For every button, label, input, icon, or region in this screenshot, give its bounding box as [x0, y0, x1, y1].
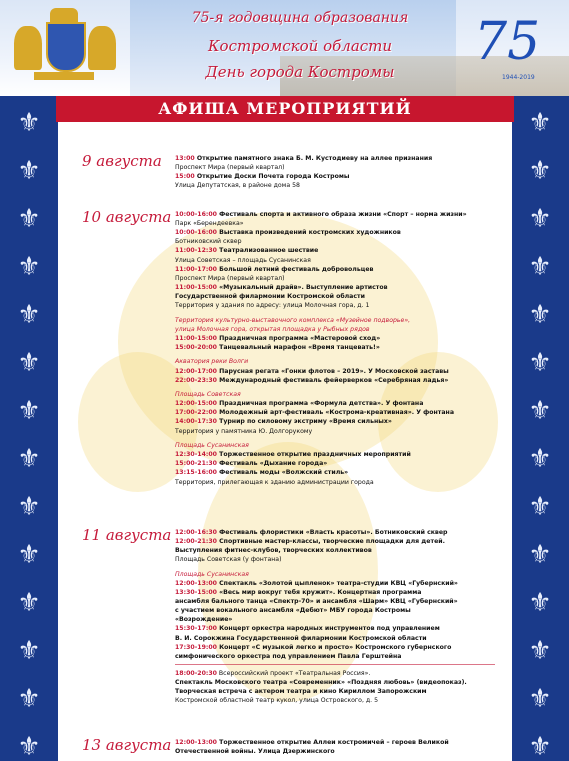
event-time: 10:00-16:00 [175, 211, 217, 218]
event-text: Площадь Сусанинская [175, 570, 249, 578]
fleur-ornament-icon: ⚜ [17, 348, 41, 378]
fleur-ornament-icon: ⚜ [528, 732, 552, 761]
event-text: Торжественное открытие Аллеи костромичей – героев Великой [216, 739, 449, 746]
event-time: 12:00-16:30 [175, 529, 217, 536]
event-line [175, 229, 401, 237]
event-time: 22:00-23:30 [175, 376, 217, 384]
fleur-ornament-icon: ⚜ [528, 348, 552, 378]
event-text: Государственной филармонии Костромской области [175, 292, 365, 300]
event-text: Большой летний фестиваль добровольцев [216, 265, 374, 273]
event-location-heading [175, 358, 248, 366]
event-line [175, 748, 335, 756]
header-line-1: 75-я годовщина образования [191, 10, 409, 26]
header-banner [0, 0, 569, 96]
fleur-ornament-icon: ⚜ [528, 540, 552, 570]
event-date: 10 августа [82, 208, 172, 226]
event-text: Творческая встреча с актером театра и кино Кириллом Запорожским [175, 688, 427, 696]
event-line [175, 302, 369, 310]
crest-base [34, 72, 94, 80]
crown-icon [50, 8, 78, 22]
event-line [175, 164, 285, 172]
fleur-ornament-icon: ⚜ [528, 684, 552, 714]
event-line [175, 529, 447, 537]
kostroma-coat-of-arms-icon [6, 4, 122, 92]
event-location-heading [175, 326, 370, 334]
shield-icon [46, 22, 86, 72]
fleur-ornament-icon: ⚜ [17, 252, 41, 282]
event-time: 14:00-17:30 [175, 418, 217, 426]
event-line [175, 589, 421, 597]
event-line [175, 616, 232, 624]
event-line [175, 469, 348, 477]
event-time: 15:00-21:30 [175, 460, 217, 468]
fleur-ornament-icon: ⚜ [17, 492, 41, 522]
event-text: Праздничная программа «Формула детства». У фонтана [216, 400, 424, 408]
event-line [175, 220, 244, 228]
event-time: 12:00-21:30 [175, 538, 217, 546]
event-time: 13:15-16:00 [175, 469, 217, 477]
event-text: улица Молочная гора, открытая площадка у Рыбных рядов [175, 325, 370, 333]
event-line [175, 293, 365, 301]
event-location-heading [175, 571, 249, 579]
event-text: Фестиваль флористики «Власть красоты». Ботниковский сквер [216, 529, 448, 536]
event-time: 15:30-17:00 [175, 625, 217, 633]
fleur-ornament-icon: ⚜ [17, 540, 41, 570]
event-text: В. И. Сорокжина Государственной филармонии Костромской области [175, 634, 427, 642]
event-text: Территория у памятника Ю. Долгорукому [175, 427, 313, 435]
event-time: 12:00-13:00 [175, 579, 217, 587]
event-text: Площадь Сусанинская [175, 442, 249, 450]
event-text: Всероссийский проект «Театральная Россия». [216, 670, 371, 678]
event-line [175, 284, 388, 292]
event-time: 13:30-15:00 [175, 589, 217, 597]
event-line [175, 635, 427, 643]
event-text: «Весь мир вокруг тебя кружит». Концертная программа [216, 589, 422, 597]
event-location-heading [175, 317, 410, 325]
fleur-ornament-icon: ⚜ [17, 156, 41, 186]
event-text: Открытие Доски Почета города Костромы [194, 173, 350, 181]
event-line [175, 670, 370, 678]
fleur-ornament-icon: ⚜ [528, 396, 552, 426]
event-line [175, 257, 311, 265]
section-divider [175, 664, 495, 665]
event-text: Спектакль «Золотой цыпленок» театра-студии КВЦ «Губернский» [216, 579, 458, 587]
event-line [175, 409, 454, 417]
event-line [175, 644, 451, 652]
fleur-ornament-icon: ⚜ [528, 204, 552, 234]
event-line [175, 335, 380, 343]
fleur-ornament-icon: ⚜ [528, 492, 552, 522]
event-line [175, 580, 458, 588]
event-text: Турнир по силовому экстриму «Время сильных» [216, 418, 392, 426]
event-line [175, 275, 285, 283]
event-time: 11:00-15:00 [175, 283, 217, 291]
event-text: Территория культурно-выставочного комплекса «Музейное подворье», [175, 316, 411, 324]
event-text: Улица Депутатская, в районе дома 58 [175, 182, 300, 190]
event-line [175, 247, 318, 255]
event-text: Концерт «С музыкой легко и просто» Костромского губернского [216, 643, 452, 651]
fleur-ornament-icon: ⚜ [17, 108, 41, 138]
fleur-ornament-icon: ⚜ [528, 252, 552, 282]
fleur-ornament-icon: ⚜ [17, 732, 41, 761]
fleur-ornament-icon: ⚜ [17, 300, 41, 330]
event-line [175, 418, 392, 426]
event-line [175, 182, 300, 190]
event-line [175, 238, 242, 246]
fleur-ornament-icon: ⚜ [528, 156, 552, 186]
event-text: Театрализованное шествие [216, 247, 319, 255]
fleur-ornament-icon: ⚜ [17, 396, 41, 426]
header-line-3: День города Костромы [205, 63, 395, 81]
event-time: 12:30-14:00 [175, 451, 217, 459]
event-time: 11:00-12:30 [175, 247, 217, 255]
event-text: Выступления фитнес-клубов, творческих коллективов [175, 547, 372, 555]
anniversary-years: 1944-2019 [502, 74, 535, 81]
event-location-heading [175, 442, 249, 450]
right-ornamental-border [511, 0, 569, 761]
event-date: 11 августа [82, 526, 172, 544]
right-lion-icon [88, 26, 116, 70]
event-line [175, 344, 380, 352]
event-time: 17:30-19:00 [175, 643, 217, 651]
event-text: «Музыкальный драйв». Выступление артистов [216, 283, 388, 291]
fleur-ornament-icon: ⚜ [17, 684, 41, 714]
event-line [175, 451, 411, 459]
event-text: Отечественной войны. Улица Дзержинского [175, 748, 335, 756]
anniversary-number: 75 [474, 12, 541, 72]
event-time: 12:00-17:00 [175, 367, 217, 375]
event-line [175, 625, 440, 633]
event-line [175, 547, 372, 555]
anniversary-logo [464, 10, 554, 88]
event-text: Фестиваль «Дыхание города» [216, 460, 328, 468]
event-text: Территория, прилегающая к зданию администрации города [175, 478, 374, 486]
event-time: 12:00-13:00 [175, 739, 217, 746]
event-text: Открытие памятного знака Б. М. Кустодиеву на аллее признания [194, 155, 433, 162]
event-time: 13:00 [175, 155, 195, 162]
event-time: 10:00-16:00 [175, 229, 217, 237]
event-line [175, 460, 327, 468]
event-line [175, 538, 445, 546]
event-time: 18:00-20:30 [175, 670, 217, 678]
fleur-ornament-icon: ⚜ [528, 108, 552, 138]
event-location-heading [175, 391, 241, 399]
event-text: Праздничная программа «Мастеровой сход» [216, 334, 381, 342]
event-text: симфонического оркестра под управлением Павла Герштейна [175, 652, 402, 660]
fleur-ornament-icon: ⚜ [17, 444, 41, 474]
event-line [175, 377, 448, 385]
event-text: Спортивные мастер-классы, творческие площадки для детей. [216, 538, 445, 546]
event-line [175, 211, 467, 219]
event-line [175, 400, 423, 408]
event-text: Молодежный арт-фестиваль «Кострома-креативная». У фонтана [216, 409, 455, 417]
event-text: Выставка произведений костромских художников [216, 229, 401, 237]
event-text: Ботниковский сквер [175, 238, 242, 246]
event-time: 17:00-22:00 [175, 409, 217, 417]
event-time: 12:00-15:00 [175, 400, 217, 408]
event-line [175, 679, 467, 687]
event-time: 15:00 [175, 173, 195, 181]
event-text: «Возрождение» [175, 616, 233, 624]
events-panel [58, 122, 512, 761]
event-line [175, 697, 378, 705]
event-text: Акватория реки Волги [175, 358, 249, 366]
fleur-ornament-icon: ⚜ [528, 300, 552, 330]
page-title: АФИША МЕРОПРИЯТИЙ [56, 96, 514, 122]
event-text: Фестиваль спорта и активного образа жизни «Спорт – норма жизни» [216, 211, 467, 218]
event-text: Территория у здания по адресу: улица Молочная гора, д. 1 [175, 302, 370, 309]
event-text: Торжественное открытие праздничных мероприятий [216, 451, 411, 459]
fleur-ornament-icon: ⚜ [17, 204, 41, 234]
event-time: 11:00-17:00 [175, 265, 217, 273]
event-line [175, 479, 374, 487]
event-text: Площадь Советская [175, 391, 241, 399]
event-line [175, 607, 411, 615]
event-text: Улица Советская – площадь Сусанинская [175, 256, 311, 264]
left-ornamental-border [0, 0, 58, 761]
event-line [175, 739, 449, 747]
fleur-ornament-icon: ⚜ [17, 636, 41, 666]
event-line [175, 173, 350, 181]
event-date: 13 августа [82, 736, 172, 754]
fleur-ornament-icon: ⚜ [528, 444, 552, 474]
event-time: 15:00-20:00 [175, 343, 217, 351]
event-text: Международный фестиваль фейерверков «Серебряная ладья» [216, 376, 449, 384]
event-line [175, 598, 458, 606]
event-text: Костромской областной театр кукол, улица Островского, д. 5 [175, 697, 379, 705]
header-line-2: Костромской области [207, 37, 393, 55]
event-text: Проспект Мира (первый квартал) [175, 274, 285, 282]
event-text: Проспект Мира (первый квартал) [175, 164, 285, 172]
event-line [175, 688, 427, 696]
event-line [175, 266, 373, 274]
event-text: Площадь Советская (у фонтана) [175, 556, 282, 564]
event-text: Парк «Берендеевка» [175, 220, 244, 228]
event-line [175, 556, 282, 564]
left-lion-icon [14, 26, 42, 70]
event-line [175, 653, 401, 661]
event-line [175, 368, 449, 376]
event-text: Концерт оркестра народных инструментов под управлением [216, 625, 440, 633]
fleur-ornament-icon: ⚜ [528, 588, 552, 618]
event-line [175, 155, 432, 163]
event-text: Спектакль Московского театра «Современник» «Поздняя любовь» (видеопоказ). [175, 679, 467, 687]
fleur-ornament-icon: ⚜ [17, 588, 41, 618]
event-text: Парусная регата «Гонки флотов – 2019». У Московской заставы [216, 367, 449, 375]
event-text: с участием вокального ансамбля «Дебют» МБУ города Костромы [175, 607, 411, 615]
event-time: 11:00-15:00 [175, 334, 217, 342]
event-text: ансамбля бального танца «Спектр-70» и ансамбля «Шарм» КВЦ «Губернский» [175, 598, 458, 606]
event-text: Фестиваль моды «Волжский стиль» [216, 469, 349, 477]
event-text: Танцевальный марафон «Время танцевать!» [216, 343, 380, 351]
event-date: 9 августа [82, 152, 162, 170]
event-line [175, 428, 312, 436]
fleur-ornament-icon: ⚜ [528, 636, 552, 666]
